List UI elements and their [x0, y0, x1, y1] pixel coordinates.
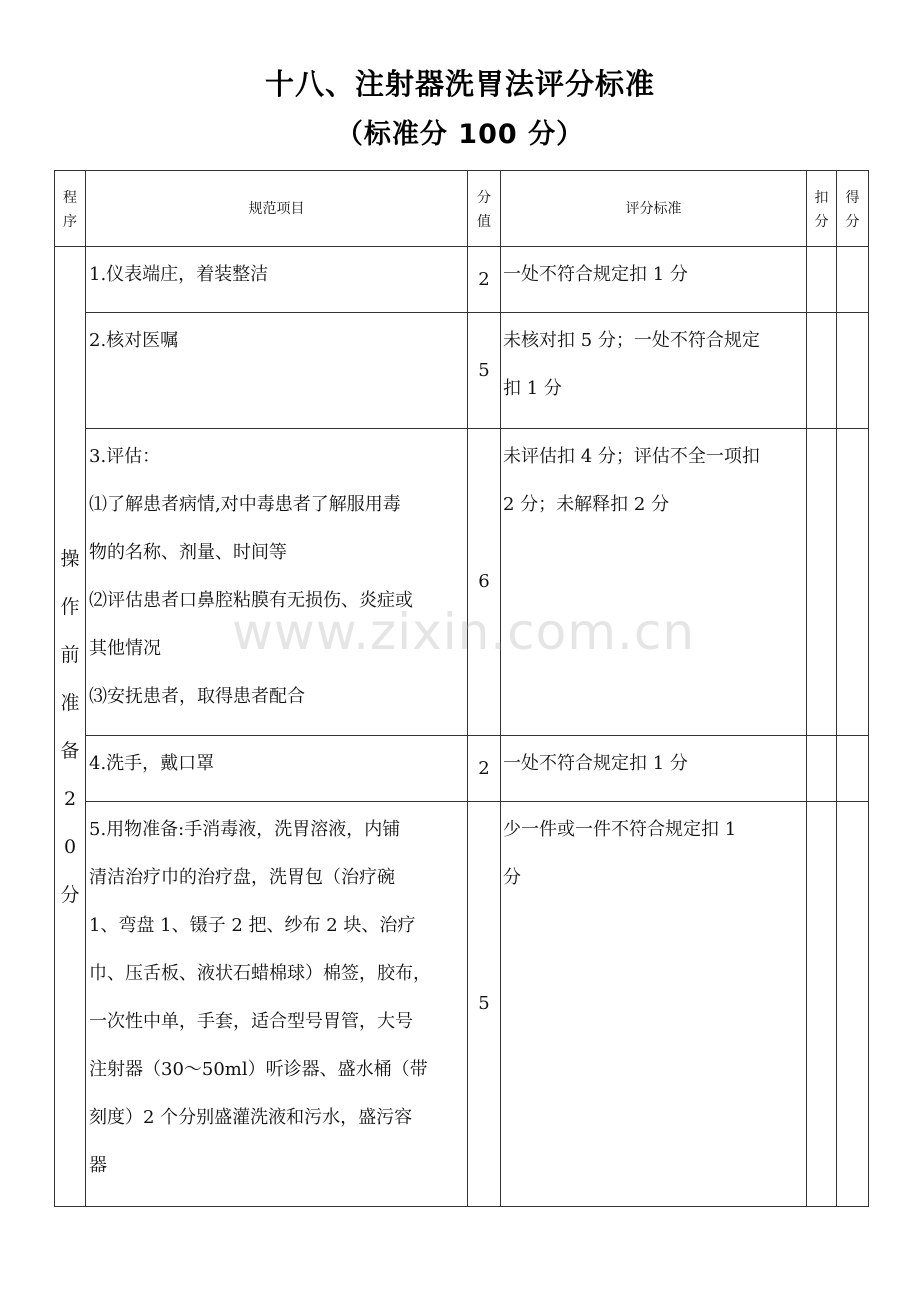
score-cell: 5 — [468, 313, 501, 429]
criteria-cell: 少一件或一件不符合规定扣 1 分 — [501, 802, 807, 1207]
scoring-table — [54, 170, 869, 1207]
table-row — [55, 429, 869, 736]
table-row — [55, 802, 869, 1207]
table-row — [55, 736, 869, 802]
gained-cell — [837, 429, 869, 736]
table-header-row — [55, 171, 869, 247]
score-cell: 5 — [468, 802, 501, 1207]
gained-cell — [837, 313, 869, 429]
score-cell: 2 — [468, 736, 501, 802]
item-cell: 4.洗手，戴口罩 — [86, 736, 468, 802]
deduct-cell — [807, 313, 837, 429]
gained-cell — [837, 802, 869, 1207]
item-cell: 5.用物准备:手消毒液，洗胃溶液，内铺 清洁治疗巾的治疗盘，洗胃包（治疗碗 1、弯盘 1、镊子 2 把、纱布 2 块、治疗 巾、压舌板、液状石蜡棉球）棉签，胶布， 一次性中单，手套，适合型号胃管，大号 注射器（30～50ml）听诊器、盛水桶（带 刻度）2 个分别盛灌洗液和污水，盛污容 器 — [86, 802, 468, 1207]
watermark: www.zixin.com.cn — [232, 603, 696, 661]
deduct-cell — [807, 247, 837, 313]
item-cell: 2.核对医嘱 — [86, 313, 468, 429]
gained-cell — [837, 247, 869, 313]
score-cell: 2 — [468, 247, 501, 313]
header-gained: 得 分 — [837, 171, 869, 247]
table-row — [55, 247, 869, 313]
table-row — [55, 313, 869, 429]
header-criteria: 评分标准 — [501, 171, 807, 247]
item-cell: 1.仪表端庄，着装整洁 — [86, 247, 468, 313]
deduct-cell — [807, 736, 837, 802]
header-deduct: 扣 分 — [807, 171, 837, 247]
criteria-cell: 一处不符合规定扣 1 分 — [501, 247, 807, 313]
page-title: 十八、注射器洗胃法评分标准 — [264, 67, 655, 101]
criteria-cell: 一处不符合规定扣 1 分 — [501, 736, 807, 802]
criteria-cell: 未评估扣 4 分；评估不全一项扣 2 分；未解释扣 2 分 — [501, 429, 807, 736]
deduct-cell — [807, 429, 837, 736]
header-item: 规范项目 — [86, 171, 468, 247]
score-cell: 6 — [468, 429, 501, 736]
page-subtitle: （标准分 100 分） — [335, 119, 585, 150]
header-score: 分 值 — [468, 171, 501, 247]
deduct-cell — [807, 802, 837, 1207]
header-program: 程 序 — [55, 171, 86, 247]
section-label: 操 作 前 准 备 20 分 — [55, 247, 86, 1207]
item-cell: 3.评估： ⑴了解患者病情,对中毒患者了解服用毒 物的名称、剂量、时间等 ⑵评估患者口鼻腔粘膜有无损伤、炎症或 其他情况 ⑶安抚患者，取得患者配合 — [86, 429, 468, 736]
gained-cell — [837, 736, 869, 802]
criteria-cell: 未核对扣 5 分；一处不符合规定 扣 1 分 — [501, 313, 807, 429]
